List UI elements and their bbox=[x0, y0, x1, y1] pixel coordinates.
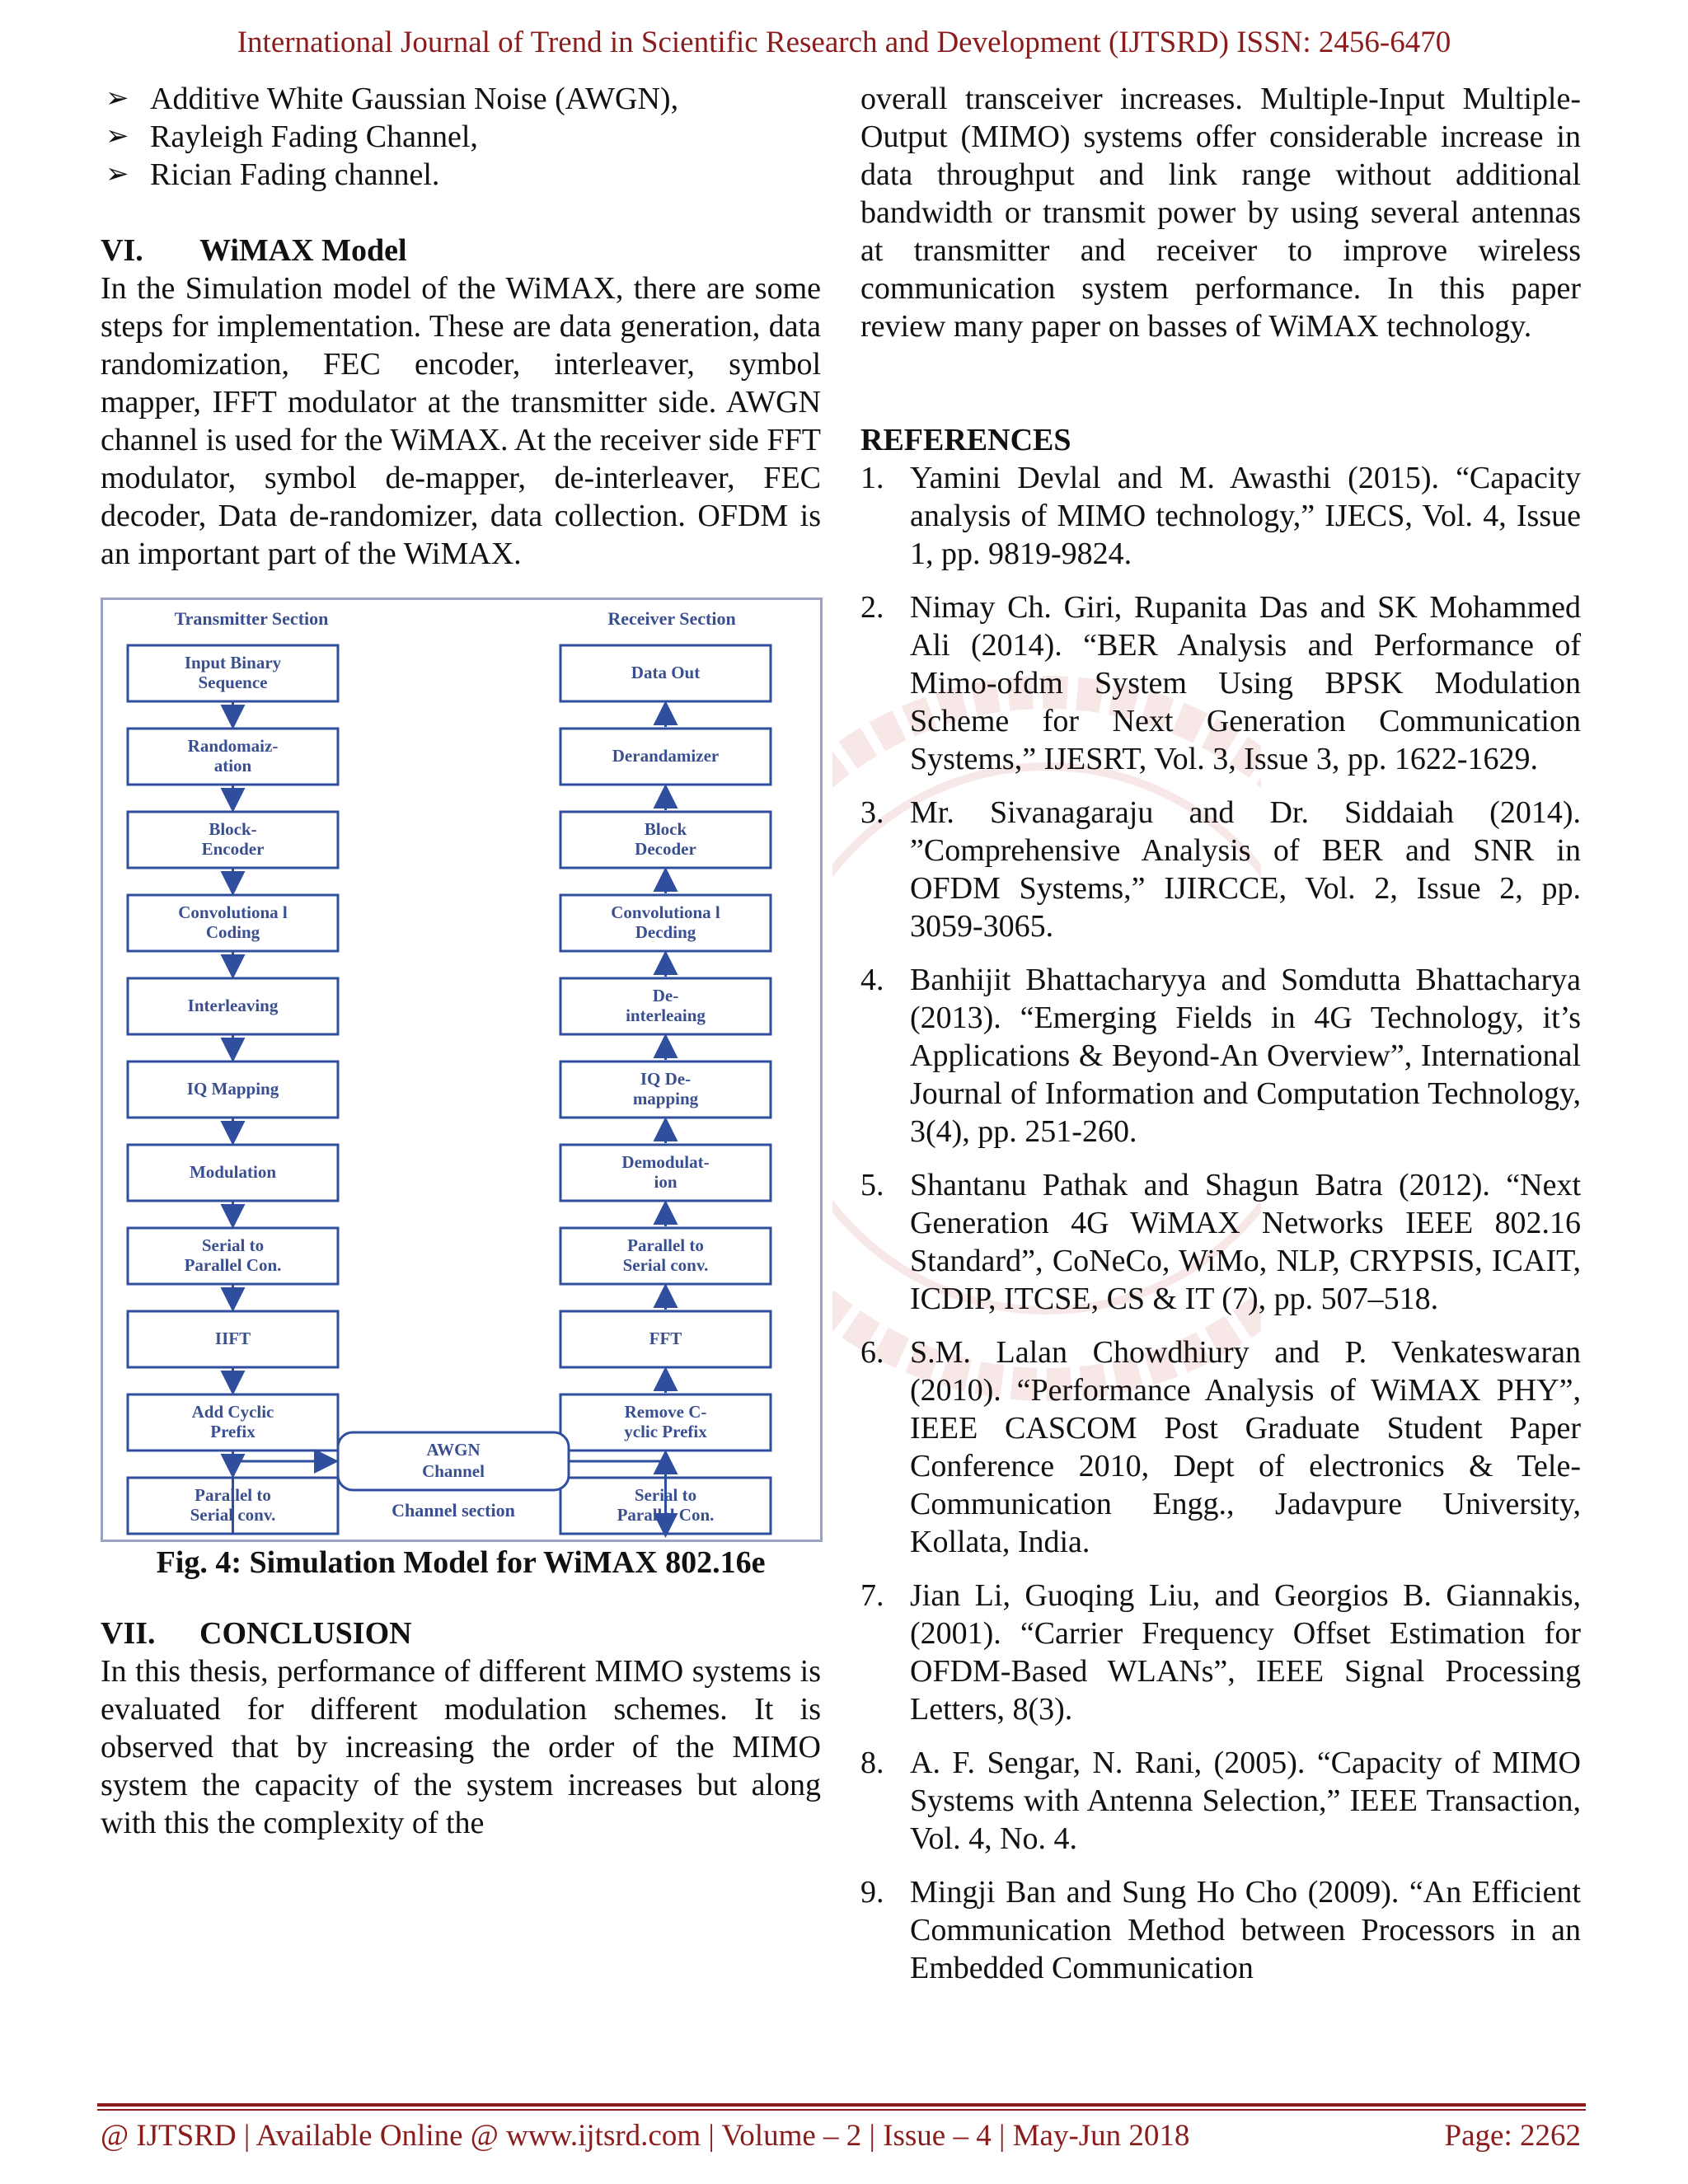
block-label: Remove C- bbox=[624, 1402, 707, 1422]
reference-item: 7. Jian Li, Guoqing Liu, and Georgios B. Giannakis, (2001). “Carrier Frequency Offset Estimation for OFDM-Based WLANs”, IEEE Signal Processing Letters, 8(3). bbox=[860, 1578, 1581, 1727]
block-label: ation bbox=[213, 756, 252, 776]
block-label: Encoder bbox=[201, 839, 265, 859]
bullet-item: ➢ Additive White Gaussian Noise (AWGN), bbox=[101, 80, 821, 118]
block-label: Block bbox=[644, 819, 687, 839]
block-label: Parallel to bbox=[627, 1235, 704, 1255]
block-label: Parallel Con. bbox=[617, 1505, 715, 1525]
block-label: Serial conv. bbox=[190, 1505, 276, 1525]
channel-label: AWGN bbox=[426, 1440, 481, 1460]
receiver-section-title: Receiver Section bbox=[607, 608, 736, 629]
conclusion-continuation: overall transceiver increases. Multiple-Input Multiple-Output (MIMO) systems offer considerable increase in data throughput and link range without additional bandwidth or transmit power by using several antennas at transmitter and receiver to improve wireless communication system performance. In this paper review many paper on basses of WiMAX technology. bbox=[860, 82, 1581, 344]
block-label: Derandamizer bbox=[612, 746, 720, 766]
reference-item: 6. S.M. Lalan Chowdhiury and P. Venkateswaran (2010). “Performance Analysis of WiMAX PHY”, IEEE CASCOM Post Graduate Student Paper Conference 2010, Dept of electronics & Tele-Communication Engg., Jadavpure University, Kollata, India. bbox=[860, 1335, 1581, 1559]
references-heading: REFERENCES bbox=[860, 423, 1071, 457]
page-footer bbox=[101, 2118, 1581, 2154]
reference-item: 8. A. F. Sengar, N. Rani, (2005). “Capacity of MIMO Systems with Antenna Selection,” IEEE Transaction, Vol. 4, No. 4. bbox=[860, 1746, 1581, 1856]
block-label: ion bbox=[654, 1172, 678, 1192]
block-label: Data Out bbox=[631, 663, 701, 682]
block-label: Parallel to bbox=[195, 1485, 271, 1505]
bullet-item: ➢ Rician Fading channel. bbox=[101, 156, 821, 194]
section-heading-vi: VI. WiMAX Model bbox=[101, 233, 407, 268]
reference-item: 1. Yamini Devlal and M. Awasthi (2015). “Capacity analysis of MIMO technology,” IJECS, Vol. 4, Issue 1, pp. 9819-9824. bbox=[860, 461, 1581, 571]
bullet-item: ➢ Rayleigh Fading Channel, bbox=[101, 118, 821, 156]
transmitter-section-title: Transmitter Section bbox=[174, 608, 329, 629]
block-label: Prefix bbox=[210, 1422, 256, 1441]
block-label: Sequence bbox=[198, 673, 268, 692]
block-label: Serial to bbox=[634, 1485, 697, 1505]
left-column bbox=[101, 80, 821, 1842]
reference-item: 4. Banhijit Bhattacharyya and Somdutta Bhattacharya (2013). “Emerging Fields in 4G Technology, it’s Applications & Beyond-An Overview”, International Journal of Information and Computation Technology, 3(4), pp. 251-260. bbox=[860, 963, 1581, 1149]
block-label: Convolutiona l bbox=[611, 902, 720, 922]
block-label: IIFT bbox=[214, 1329, 251, 1348]
block-label: Convolutiona l bbox=[178, 902, 288, 922]
block-label: Demodulat- bbox=[621, 1152, 710, 1172]
block-label: IQ Mapping bbox=[186, 1079, 279, 1099]
figure-4-diagram bbox=[101, 598, 823, 1542]
section-vi-paragraph: In the Simulation model of the WiMAX, there are some steps for implementation. These are data generation, data randomization, FEC encoder, interleaver, symbol mapper, IFFT modulator at the transmitter side. AWGN channel is used for the WiMAX. At the receiver side FFT modulator, symbol de-mapper, de-interleaver, FEC decoder, Data de-randomizer, data collection. OFDM is an important part of the WiMAX. bbox=[101, 271, 821, 571]
footer-info: @ IJTSRD | Available Online @ www.ijtsrd.com | Volume – 2 | Issue – 4 | May-Jun 2018 bbox=[101, 2119, 1190, 2153]
footer-rule bbox=[97, 2103, 1586, 2107]
block-label: Randomaiz- bbox=[187, 736, 279, 756]
section-heading-vii: VII. CONCLUSION bbox=[101, 1616, 412, 1651]
block-label: Input Binary bbox=[184, 653, 282, 673]
reference-item: 5. Shantanu Pathak and Shagun Batra (2012). “Next Generation 4G WiMAX Networks IEEE 802.16 Standard”, CoNeCo, WiMo, NLP, CRYPSIS, ICAIT, ICDIP, ITCSE, CS & IT (7), pp. 507–518. bbox=[860, 1168, 1581, 1316]
block-label: Coding bbox=[205, 922, 260, 942]
block-label: mapping bbox=[632, 1089, 699, 1108]
channel-label: Channel bbox=[422, 1461, 485, 1481]
page-number: Page: 2262 bbox=[1444, 2119, 1581, 2153]
block-label: yclic Prefix bbox=[624, 1422, 707, 1441]
reference-item: 9. Mingji Ban and Sung Ho Cho (2009). “An Efficient Communication Method between Processors in an Embedded Communication bbox=[860, 1875, 1581, 1985]
block-label: Add Cyclic bbox=[191, 1402, 274, 1422]
block-label: Serial conv. bbox=[622, 1255, 709, 1275]
block-label: De- bbox=[652, 986, 679, 1005]
block-label: IQ De- bbox=[640, 1069, 692, 1089]
block-label: FFT bbox=[649, 1329, 682, 1348]
block-label: interleaing bbox=[626, 1005, 706, 1025]
footer-rule-thin bbox=[97, 2109, 1586, 2111]
channel-section-title: Channel section bbox=[392, 1500, 515, 1521]
references-list bbox=[860, 459, 1581, 1987]
block-label: Serial to bbox=[201, 1235, 265, 1255]
block-label: Decding bbox=[635, 922, 696, 942]
journal-header: International Journal of Trend in Scientific Research and Development (IJTSRD) ISSN: 2456-6470 bbox=[237, 26, 1451, 59]
block-label: Block- bbox=[209, 819, 257, 839]
channel-bullet-list bbox=[101, 80, 821, 194]
block-label: Interleaving bbox=[187, 996, 279, 1015]
reference-item: 3. Mr. Sivanagaraju and Dr. Siddaiah (2014). ”Comprehensive Analysis of BER and SNR in OFDM Systems,” IJIRCCE, Vol. 2, Issue 2, pp. 3059-3065. bbox=[860, 795, 1581, 944]
figure-caption: Fig. 4: Simulation Model for WiMAX 802.16e bbox=[156, 1545, 766, 1580]
block-label: Modulation bbox=[189, 1162, 277, 1182]
block-label: Parallel Con. bbox=[184, 1255, 282, 1275]
reference-item: 2. Nimay Ch. Giri, Rupanita Das and SK Mohammed Ali (2014). “BER Analysis and Performance of Mimo-ofdm System Using BPSK Modulation Scheme for Next Generation Communication Systems,” IJESRT, Vol. 3, Issue 3, pp. 1622-1629. bbox=[860, 590, 1581, 776]
block-label: Decoder bbox=[635, 839, 696, 859]
right-column bbox=[860, 80, 1581, 2003]
section-vii-paragraph: In this thesis, performance of different MIMO systems is evaluated for different modulation schemes. It is observed that by increasing the order of the MIMO system the capacity of the system increases but along with this the complexity of the bbox=[101, 1654, 821, 1840]
